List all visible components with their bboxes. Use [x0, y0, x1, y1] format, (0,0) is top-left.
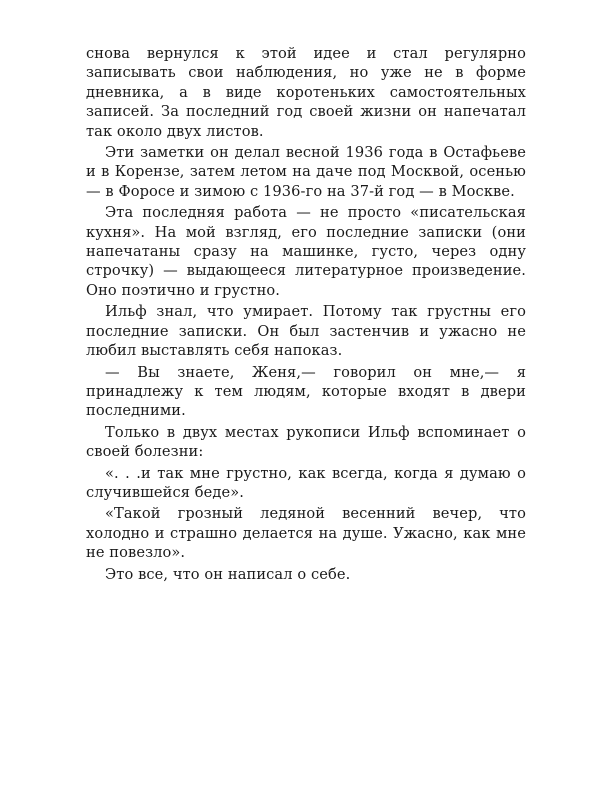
paragraph: «Такой грозный ледяной весенний вечер, что холодно и страшно делается на душе. Ужасно, как мне не повезло». — [86, 505, 526, 562]
paragraph: Эти заметки он делал весной 1936 года в Остафьеве и в Корензе, затем летом на даче под Москвой, осенью — в Форосе и зимою с 1936-го на 37-й год — в Москве. — [86, 144, 526, 200]
paragraph: — Вы знаете, Женя,— говорил он мне,— я принадлежу к тем людям, которые входят в двери последними. — [86, 363, 526, 420]
paragraph: «. . .и так мне грустно, как всегда, когда я думаю о случившейся беде». — [86, 464, 526, 501]
paragraph: Эта последняя работа — не просто «писательская кухня». На мой взгляд, его последние записки (они напечатаны сразу на машинке, густо, через одну строчку) — выдающееся литературное произведение. Оно поэтично и грустно. — [86, 204, 526, 299]
paragraph: Это все, что он написал о себе. — [105, 565, 351, 583]
body-text — [86, 44, 526, 584]
paragraph: Ильф знал, что умирает. Потому так грустны его последние записки. Он был застенчив и ужасно не любил выставлять себя напоказ. — [86, 303, 526, 360]
paragraph: Только в двух местах рукописи Ильф вспоминает о своей болезни: — [86, 423, 526, 461]
paragraph: снова вернулся к этой идее и стал регулярно записывать свои наблюдения, но уже не в форме дневника, а в виде коротеньких самостоятельных записей. За последний год своей жизни он напечатал так около двух листов. — [86, 45, 526, 140]
